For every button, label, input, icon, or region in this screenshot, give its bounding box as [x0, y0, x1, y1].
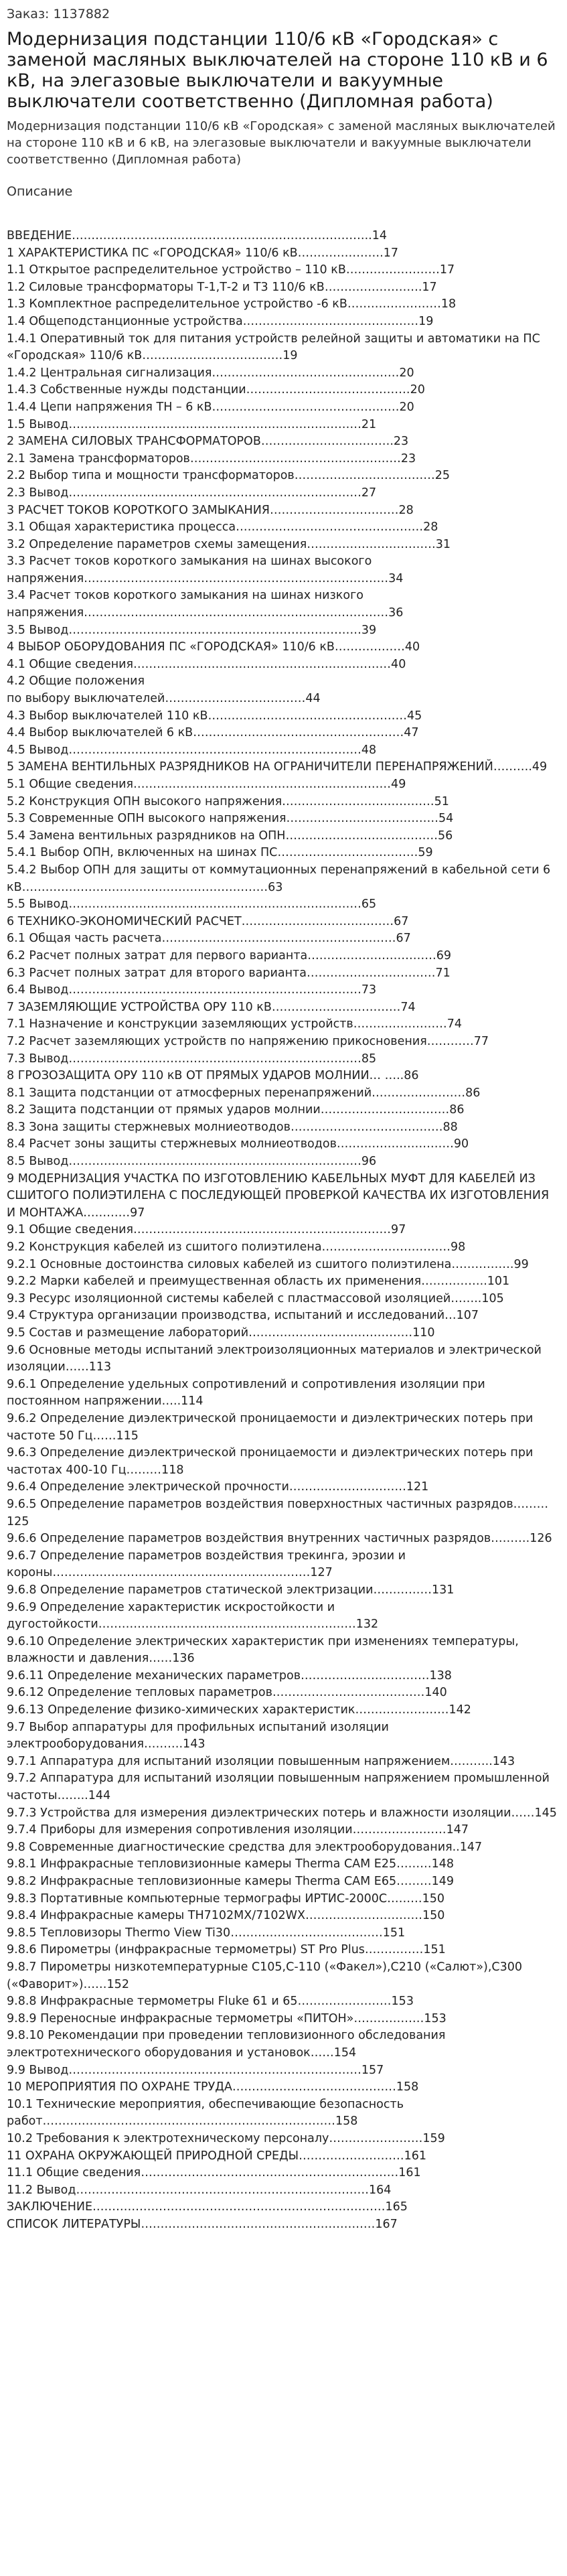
toc-entry: 8.1 Защита подстанции от атмосферных перенапряжений……………………86 — [7, 1086, 481, 1100]
toc-entry: 6.3 Расчет полных затрат для второго варианта……………………………71 — [7, 966, 451, 980]
toc-entry: 9.2.1 Основные достоинства силовых кабелей из сшитого полиэтилена…………….99 — [7, 1257, 529, 1271]
toc-entry: 3.1 Общая характеристика процесса…………………………………………28 — [7, 520, 438, 534]
toc-entry: 10 МЕРОПРИЯТИЯ ПО ОХРАНЕ ТРУДА……………………………………158 — [7, 2080, 419, 2094]
toc-entry: 4.3 Выбор выключателей 110 кВ……………………………………………45 — [7, 709, 422, 723]
toc-entry: 9.8.2 Инфракрасные тепловизионные камеры Therma CAM E65………149 — [7, 1875, 455, 1888]
toc-entry: 1.4.1 Оперативный ток для питания устройств релейной защиты и автоматики на ПС «Городская» 110/6 кВ………………………………19 — [7, 332, 544, 363]
toc-entry: 2.1 Замена трансформаторов………………………………………………23 — [7, 451, 416, 466]
toc-entry: 8.4 Расчет зоны защиты стержневых молниеотводов…………………………90 — [7, 1137, 469, 1151]
toc-entry: 6 ТЕХНИКО-ЭКОНОМИЧЕСКИЙ РАСЧЕТ…………………………………67 — [7, 914, 409, 928]
toc-entry: 9.8.1 Инфракрасные тепловизионные камеры Therma CAM E25………148 — [7, 1857, 455, 1871]
toc-entry: 5.5 Вывод…………………………………………………………………65 — [7, 898, 377, 912]
toc-entry: 9.6.13 Определение физико-химических характеристик……………………142 — [7, 1703, 471, 1717]
table-of-contents — [7, 228, 561, 2233]
toc-entry: 9.6.5 Определение параметров воздействия поверхностных частичных разрядов………125 — [7, 1497, 549, 1528]
toc-entry: 9.1 Общие сведения…………………………………………………………97 — [7, 1223, 406, 1237]
toc-entry: 3 РАСЧЕТ ТОКОВ КОРОТКОГО ЗАМЫКАНИЯ……………………………28 — [7, 503, 414, 517]
toc-entry: 5.4.2 Выбор ОПН для защиты от коммутационных перенапряжений в кабельной сети 6 кВ………………………………………………………63 — [7, 863, 554, 894]
description-label: Описание — [7, 184, 73, 199]
toc-entry: 9.7.2 Аппаратура для испытаний изоляции повышенным напряжением промышленной частоты……..144 — [7, 1772, 554, 1803]
toc-entry: 9.6.7 Определение параметров воздействия трекинга, эрозии и короны…………………………………………………………127 — [7, 1549, 410, 1580]
toc-entry: 1.3 Комплектное распределительное устройство -6 кВ……………………18 — [7, 297, 457, 311]
toc-entry: 9.8.5 Тепловизоры Thermo View Ti30…………………………………151 — [7, 1926, 406, 1940]
toc-entry: 9.6.9 Определение характеристик искростойкости и дугостойкости…………………………………………………………132 — [7, 1600, 379, 1632]
toc-entry: 7.1 Назначение и конструкции заземляющих устройств……………………74 — [7, 1017, 463, 1031]
toc-entry: 3.2 Определение параметров схемы замещения……………………………31 — [7, 537, 451, 551]
page-title: Модернизация подстанции 110/6 кВ «Городская» с заменой масляных выключателей на стороне 110 кВ и 6 кВ, на элегазовые выключатели и вакуумные выключатели соответственно (Дипломная работа) — [7, 29, 548, 112]
toc-entry: 1.2 Силовые трансформаторы Т-1,Т-2 и Т3 110/6 кВ…………………….17 — [7, 280, 437, 294]
toc-entry: 9.7.1 Аппаратура для испытаний изоляции повышенным напряжением………..143 — [7, 1754, 515, 1768]
toc-entry: 10.1 Технические мероприятия, обеспечивающие безопасность работ…………………………………………………………………158 — [7, 2097, 408, 2129]
toc-entry: 9.8.4 Инфракрасные камеры TH7102MX/7102WX…………………………150 — [7, 1909, 445, 1923]
toc-entry: 9.7.3 Устройства для измерения диэлектрических потерь и влажности изоляции……145 — [7, 1806, 557, 1820]
toc-entry: 4 ВЫБОР ОБОРУДОВАНИЯ ПС «ГОРОДСКАЯ» 110/6 кВ………………40 — [7, 640, 420, 654]
toc-entry: СПИСОК ЛИТЕРАТУРЫ……………………………………………………167 — [7, 2217, 398, 2231]
toc-entry: 9.9 Вывод…………………………………………………………………157 — [7, 2063, 384, 2077]
toc-entry: 9.6.2 Определение диэлектрической проницаемости и диэлектрических потерь при частоте 50 Гц……115 — [7, 1411, 537, 1443]
page — [7, 0, 561, 2233]
toc-entry: 11.1 Общие сведения…………………………………………………………161 — [7, 2166, 421, 2180]
toc-entry: 4.2 Общие положения — [7, 674, 145, 689]
toc-entry: 8.2 Защита подстанции от прямых ударов молнии……………………………86 — [7, 1103, 465, 1117]
page-subtitle: Модернизация подстанции 110/6 кВ «Городская» с заменой масляных выключателей на стороне 110 кВ и 6 кВ, на элегазовые выключатели и вакуумные выключатели соответственно (Дипломная работа) — [7, 119, 556, 167]
toc-entry: 11 ОХРАНА ОКРУЖАЮЩЕЙ ПРИРОДНОЙ СРЕДЫ………………………161 — [7, 2149, 427, 2163]
toc-entry: 7.3 Вывод…………………………………………………………………85 — [7, 1052, 377, 1066]
toc-entry: 9.6.6 Определение параметров воздействия внутренних частичных разрядов……….126 — [7, 1532, 552, 1546]
toc-entry: 7 ЗАЗЕМЛЯЮЩИЕ УСТРОЙСТВА ОРУ 110 кВ……………………………74 — [7, 1000, 416, 1014]
toc-entry: 5.2 Конструкция ОПН высокого напряжения…………………………………51 — [7, 794, 449, 808]
toc-entry: 9.6.11 Определение механических параметров……………………………138 — [7, 1668, 452, 1683]
toc-entry: 6.1 Общая часть расчета……………………………………………………67 — [7, 932, 411, 946]
toc-entry: 9.6.1 Определение удельных сопротивлений и сопротивления изоляции при постоянном напряжении…..114 — [7, 1377, 489, 1409]
toc-entry: 5.4 Замена вентильных разрядников на ОПН…………………………………56 — [7, 829, 453, 843]
toc-entry: 2 ЗАМЕНА СИЛОВЫХ ТРАНСФОРМАТОРОВ…………………………….23 — [7, 435, 409, 449]
toc-entry: 5.3 Современные ОПН высокого напряжения…………………………………54 — [7, 812, 454, 826]
toc-entry: 1.4 Общеподстанционные устройства………………………………………19 — [7, 314, 434, 328]
toc-entry: 9.7.4 Приборы для измерения сопротивления изоляции……………………147 — [7, 1823, 469, 1837]
toc-entry: 4.1 Общие сведения…………………………………………………………40 — [7, 657, 406, 671]
toc-entry: 9.5 Состав и размещение лабораторий……………………………………110 — [7, 1326, 435, 1340]
toc-entry: 9.6.12 Определение тепловых параметров…………………………………140 — [7, 1686, 447, 1700]
toc-entry: 2.3 Вывод…………………………………………………………………27 — [7, 486, 377, 500]
toc-entry: 4.4 Выбор выключателей 6 кВ………………………………………………47 — [7, 726, 419, 740]
toc-entry: 9.4 Структура организации производства, испытаний и исследований…107 — [7, 1309, 479, 1323]
toc-entry: 9.3 Ресурс изоляционной системы кабелей с пластмассовой изоляцией……..105 — [7, 1291, 504, 1305]
order-number: Заказ: 1137882 — [7, 7, 110, 21]
toc-entry: 5.4.1 Выбор ОПН, включенных на шинах ПС………………………………59 — [7, 846, 433, 860]
toc-entry: 1.1 Открытое распределительное устройство – 110 кВ……………………17 — [7, 263, 455, 277]
toc-entry: 9.7 Выбор аппаратуры для профильных испытаний изоляции электрооборудования……….143 — [7, 1720, 393, 1751]
toc-entry: 9.2.2 Марки кабелей и преимущественная область их применения……………..101 — [7, 1275, 510, 1289]
toc-entry: ЗАКЛЮЧЕНИЕ…………………………………………………………………165 — [7, 2200, 408, 2214]
toc-entry: ВВЕДЕНИЕ…………………………………………………………………..14 — [7, 229, 387, 242]
toc-entry: 4.5 Вывод…………………………………………………………………48 — [7, 743, 377, 757]
toc-entry: 1.5 Вывод…………………………………………………………………21 — [7, 417, 377, 431]
toc-entry: 8.5 Вывод…………………………………………………………………96 — [7, 1155, 377, 1169]
toc-entry: 10.2 Требования к электротехническому персоналу……………………159 — [7, 2131, 445, 2145]
toc-entry: 6.4 Вывод…………………………………………………………………73 — [7, 983, 377, 997]
toc-entry: 1 ХАРАКТЕРИСТИКА ПС «ГОРОДСКАЯ» 110/6 кВ………………….17 — [7, 246, 398, 260]
toc-entry: 9.2 Конструкция кабелей из сшитого полиэтилена……………………………98 — [7, 1240, 466, 1255]
toc-entry: 3.3 Расчет токов короткого замыкания на шинах высокого напряжения……………………………………………………………………34 — [7, 555, 404, 585]
toc-entry: 8.3 Зона защиты стержневых молниеотводов…………………………………88 — [7, 1120, 458, 1134]
toc-entry: 9.6.4 Определение электрической прочности…………………………121 — [7, 1480, 429, 1494]
toc-entry: 9.6.3 Определение диэлектрической проницаемости и диэлектрических потерь при частотах 400-10 Гц………118 — [7, 1446, 537, 1477]
toc-entry: 9.8 Современные диагностические средства для электрооборудования..147 — [7, 1840, 483, 1854]
toc-entry: 9.6 Основные методы испытаний электроизоляционных материалов и электрической изоляции……113 — [7, 1343, 546, 1374]
toc-entry: 7.2 Расчет заземляющих устройств по напряжению прикосновения…………77 — [7, 1034, 489, 1048]
toc-entry: 9.6.10 Определение электрических характеристик при изменениях температуры, влажности и давления……136 — [7, 1634, 523, 1666]
toc-entry: 5 ЗАМЕНА ВЕНТИЛЬНЫХ РАЗРЯДНИКОВ НА ОГРАНИЧИТЕЛИ ПЕРЕНАПРЯЖЕНИЙ……….49 — [7, 760, 548, 774]
toc-entry: 1.4.3 Собственные нужды подстанции……………………………………20 — [7, 383, 425, 397]
toc-entry: 9.6.8 Определение параметров статической электризации……………131 — [7, 1583, 455, 1597]
toc-entry: 1.4.4 Цепи напряжения ТН – 6 кВ…………………………………………20 — [7, 400, 414, 414]
toc-entry: 2.2 Выбор типа и мощности трансформаторов………………………………25 — [7, 469, 451, 483]
toc-entry: 8 ГРОЗОЗАЩИТА ОРУ 110 кВ ОТ ПРЯМЫХ УДАРОВ МОЛНИИ… …..86 — [7, 1069, 419, 1083]
toc-entry: 9.8.7 Пирометры низкотемпературные C105,C-110 («Факел»),C210 («Салют»),C300 («Фаворит»)……152 — [7, 1960, 526, 1991]
toc-entry: 9.8.10 Рекомендации при проведении тепловизионного обследования электротехнического оборудования и установок……154 — [7, 2029, 449, 2060]
toc-entry: 9.8.9 Переносные инфракрасные термометры «ПИТОН»………………153 — [7, 2011, 447, 2025]
toc-entry: 9.8.8 Инфракрасные термометры Fluke 61 и 65……………………153 — [7, 1995, 414, 2009]
toc-entry: 3.4 Расчет токов короткого замыкания на шинах низкого напряжения……………………………………………………………………36 — [7, 589, 404, 620]
toc-entry: 9.8.3 Портативные компьютерные термографы ИРТИС-2000С………150 — [7, 1891, 445, 1906]
toc-entry: 6.2 Расчет полных затрат для первого варианта……………………………69 — [7, 948, 452, 962]
toc-entry: 11.2 Вывод…………………………………………………………………164 — [7, 2183, 392, 2197]
toc-entry: 3.5 Вывод…………………………………………………………………39 — [7, 623, 377, 637]
toc-entry: 9 МОДЕРНИЗАЦИЯ УЧАСТКА ПО ИЗГОТОВЛЕНИЮ КАБЕЛЬНЫХ МУФТ ДЛЯ КАБЕЛЕЙ ИЗ СШИТОГО ПОЛИЭТИЛЕНА С ПОСЛЕДУЮЩЕЙ ПРОВЕРКОЙ КАЧЕСТВА ИХ ИЗГОТОВЛЕНИЯ И МОНТАЖА…………97 — [7, 1171, 553, 1220]
toc-entry: по выбору выключателей………………………………44 — [7, 692, 321, 706]
toc-entry: 1.4.2 Центральная сигнализация…………………………………………20 — [7, 366, 414, 380]
toc-entry: 9.8.6 Пирометры (инфракрасные термометры) ST Pro Plus……………151 — [7, 1943, 446, 1957]
toc-entry: 5.1 Общие сведения…………………………………………………………49 — [7, 778, 406, 791]
